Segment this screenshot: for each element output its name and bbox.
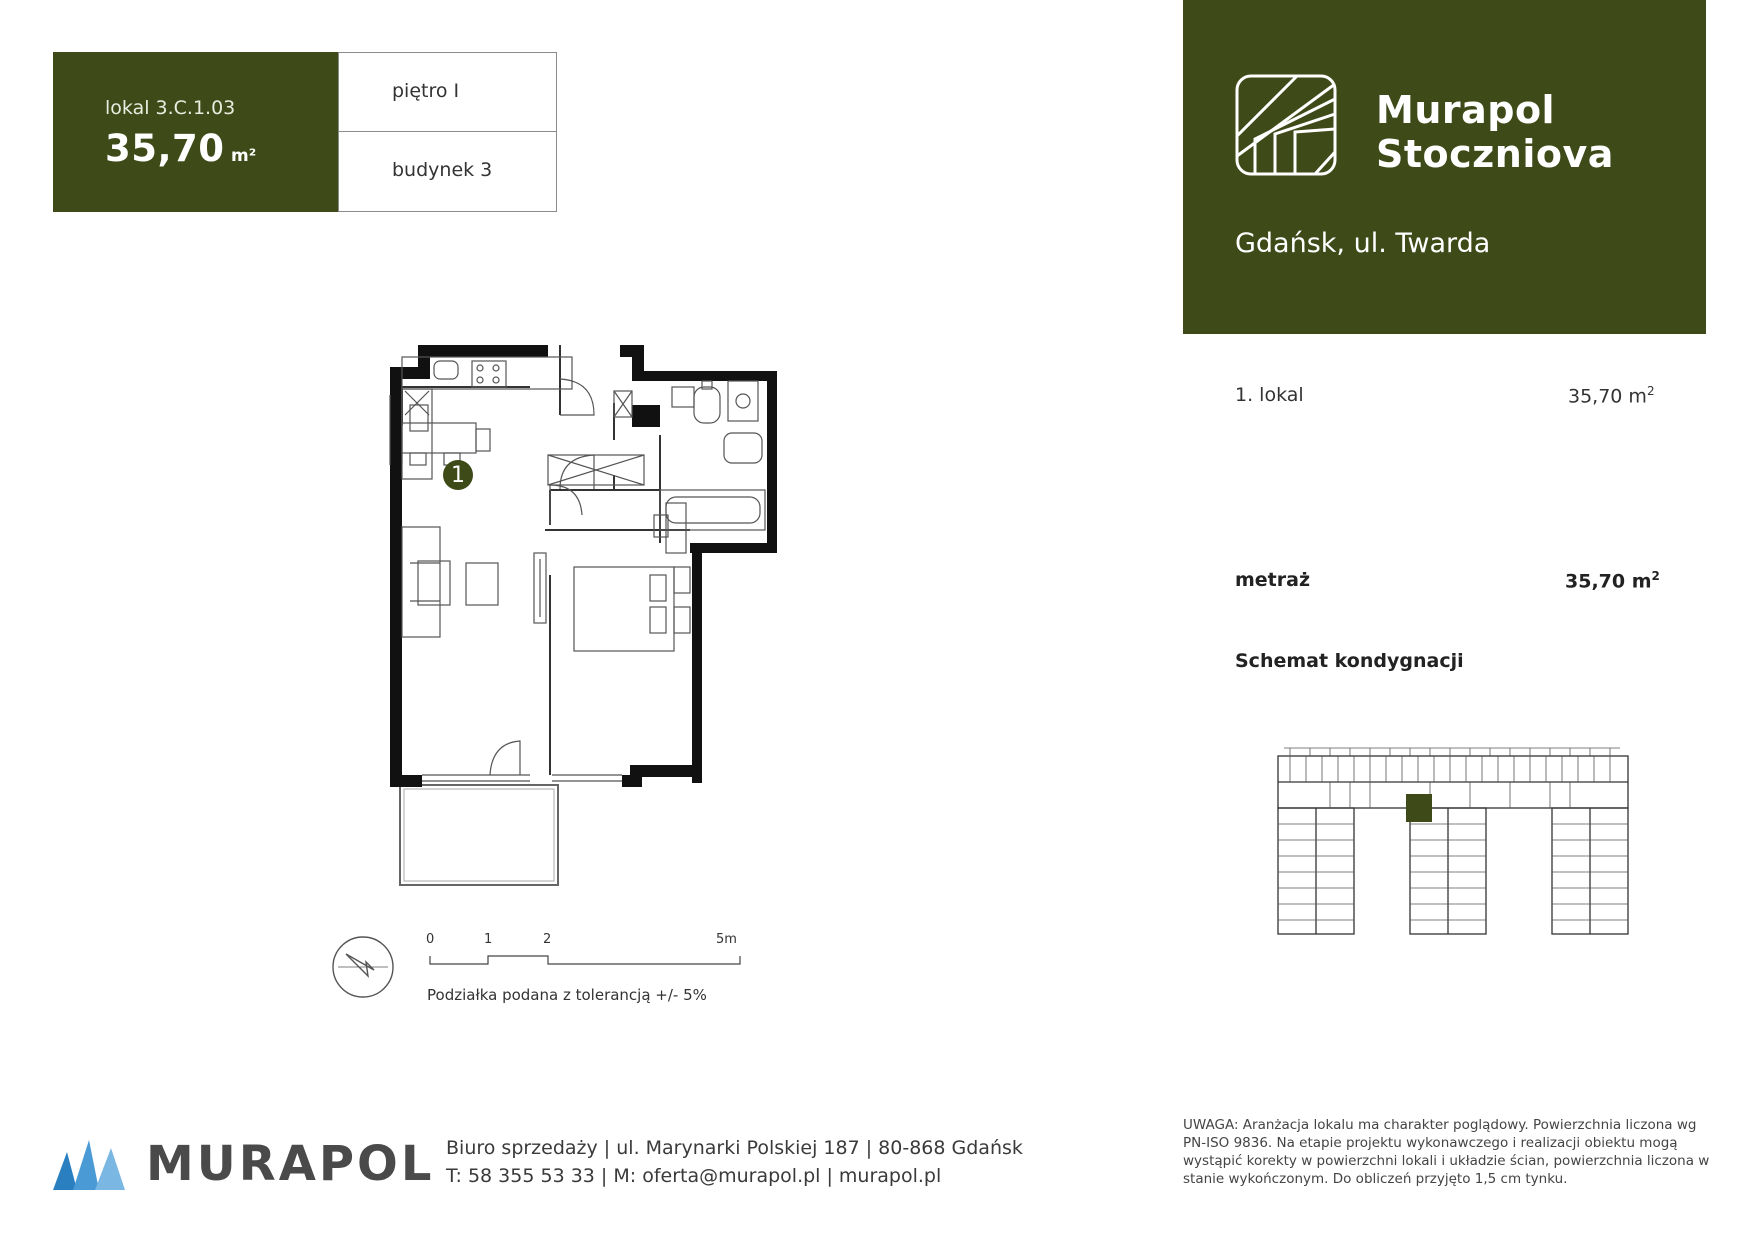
scale-tick-0: 0: [426, 932, 435, 947]
unit-summary-box: [53, 52, 338, 212]
exterior-walls: [390, 345, 777, 787]
total-area-value-text: 35,70 m: [1565, 570, 1652, 593]
disclaimer-note: UWAGA: Aranżacja lokalu ma charakter poglądowy. Powierzchnia liczona wg PN-ISO 9836. Na etapie projektu wykonawczego i realizacji obiektu mogą wystąpić korekty w powierzchni lokali i układzie ścian, powierzchnia liczona w stanie wykończonym. Do obliczeń przyjęto 1,5 cm tynku.: [1183, 1117, 1710, 1187]
floor-scheme-diagram: [1270, 740, 1640, 940]
total-area-value: [1565, 569, 1660, 592]
brand-name-line1: Murapol: [1376, 88, 1556, 132]
scale-tick-1: 1: [484, 932, 493, 947]
scale-note: Podziałka podana z tolerancją +/- 5%: [427, 986, 707, 1004]
murapol-logo-text: MURAPOL: [146, 1136, 435, 1192]
total-area-label: metraż: [1235, 569, 1311, 591]
scale-bar: [420, 930, 750, 970]
room-number: 1: [451, 463, 465, 488]
brand-location: Gdańsk, ul. Twarda: [1235, 228, 1491, 259]
scale-tick-5: 5m: [716, 932, 737, 947]
sales-office-address: Biuro sprzedaży | ul. Marynarki Polskiej 187 | 80-868 Gdańsk: [446, 1137, 1023, 1159]
murapol-stoczniova-logo-icon: [1235, 74, 1337, 176]
north-arrow-icon: [328, 932, 398, 1002]
brand-panel: [1183, 0, 1706, 334]
building-cell: [338, 131, 557, 212]
unit-area: 35,70: [105, 127, 225, 170]
scale-tick-2: 2: [543, 932, 552, 947]
unit-area-unit: m²: [231, 146, 257, 166]
highlighted-unit-marker: [1406, 794, 1432, 822]
brand-name: [1376, 88, 1614, 176]
summary-row-value-text: 35,70 m: [1568, 385, 1647, 408]
murapol-logo-icon: [53, 1138, 125, 1190]
balcony: [400, 785, 558, 885]
unit-card: [53, 52, 556, 212]
floor-label: piętro I: [392, 80, 460, 102]
summary-row-value: [1568, 384, 1655, 407]
brand-name-line2: Stoczniova: [1376, 132, 1614, 176]
unit-name: lokal 3.C.1.03: [105, 97, 236, 119]
summary-row-value-sup: 2: [1646, 384, 1655, 398]
sales-office-contact: T: 58 355 53 33 | M: oferta@murapol.pl | murapol.pl: [446, 1165, 942, 1187]
summary-row-label: 1. lokal: [1235, 384, 1304, 406]
total-area-sup: 2: [1651, 569, 1660, 583]
furniture: [390, 357, 765, 781]
floor-scheme-title: Schemat kondygnacji: [1235, 650, 1464, 672]
building-label: budynek 3: [392, 159, 493, 181]
floor-plan: [330, 335, 810, 895]
floor-cell: [338, 52, 557, 133]
